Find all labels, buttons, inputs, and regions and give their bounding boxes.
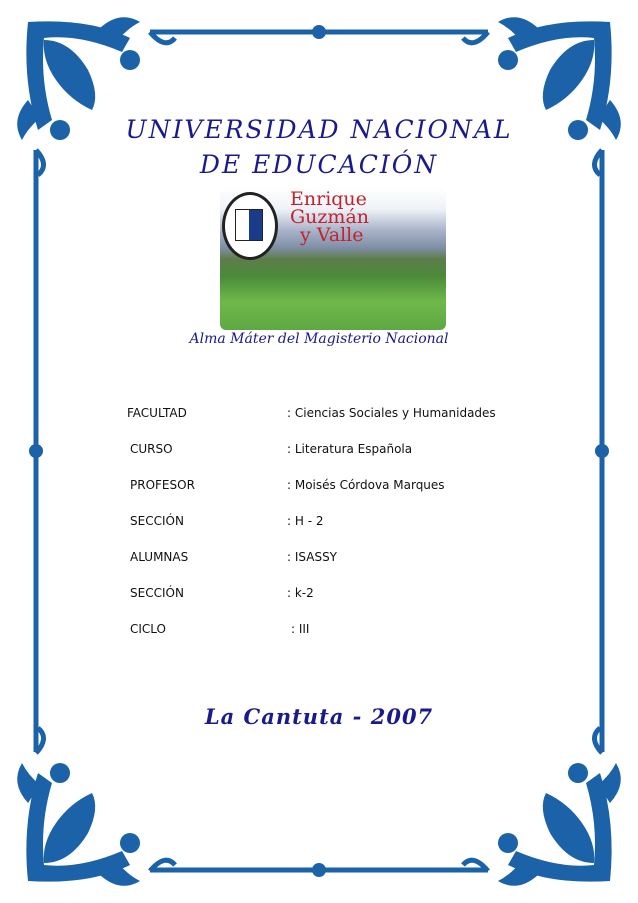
field-value: : Moisés Córdova Marques: [287, 478, 445, 492]
field-label: SECCIÓN: [130, 514, 184, 528]
field-label: ALUMNAS: [130, 550, 189, 564]
field-value: : Ciencias Sociales y Humanidades: [287, 406, 496, 420]
field-value: : H - 2: [287, 514, 324, 528]
field-value: : Literatura Española: [287, 442, 413, 456]
field-label: CICLO: [130, 622, 166, 636]
university-title-line2: DE EDUCACIÓN: [199, 150, 439, 179]
field-label: FACULTAD: [127, 406, 187, 420]
logo-line3: y Valle: [300, 224, 364, 246]
field-label: SECCIÓN: [130, 586, 184, 600]
field-value: : III: [291, 622, 310, 636]
university-title-line1: UNIVERSIDAD NACIONAL: [125, 115, 513, 144]
field-value: : k-2: [287, 586, 314, 600]
field-label: PROFESOR: [130, 478, 195, 492]
field-value: : ISASSY: [287, 550, 338, 564]
footer-place-year: La Cantuta - 2007: [204, 704, 434, 729]
motto: Alma Máter del Magisterio Nacional: [189, 331, 449, 347]
logo-line2: Guzmán: [290, 206, 370, 228]
field-label: CURSO: [130, 442, 173, 456]
logo-line1: Enrique: [290, 188, 367, 210]
university-seal-icon: [222, 192, 278, 260]
logo-text: [290, 190, 369, 244]
